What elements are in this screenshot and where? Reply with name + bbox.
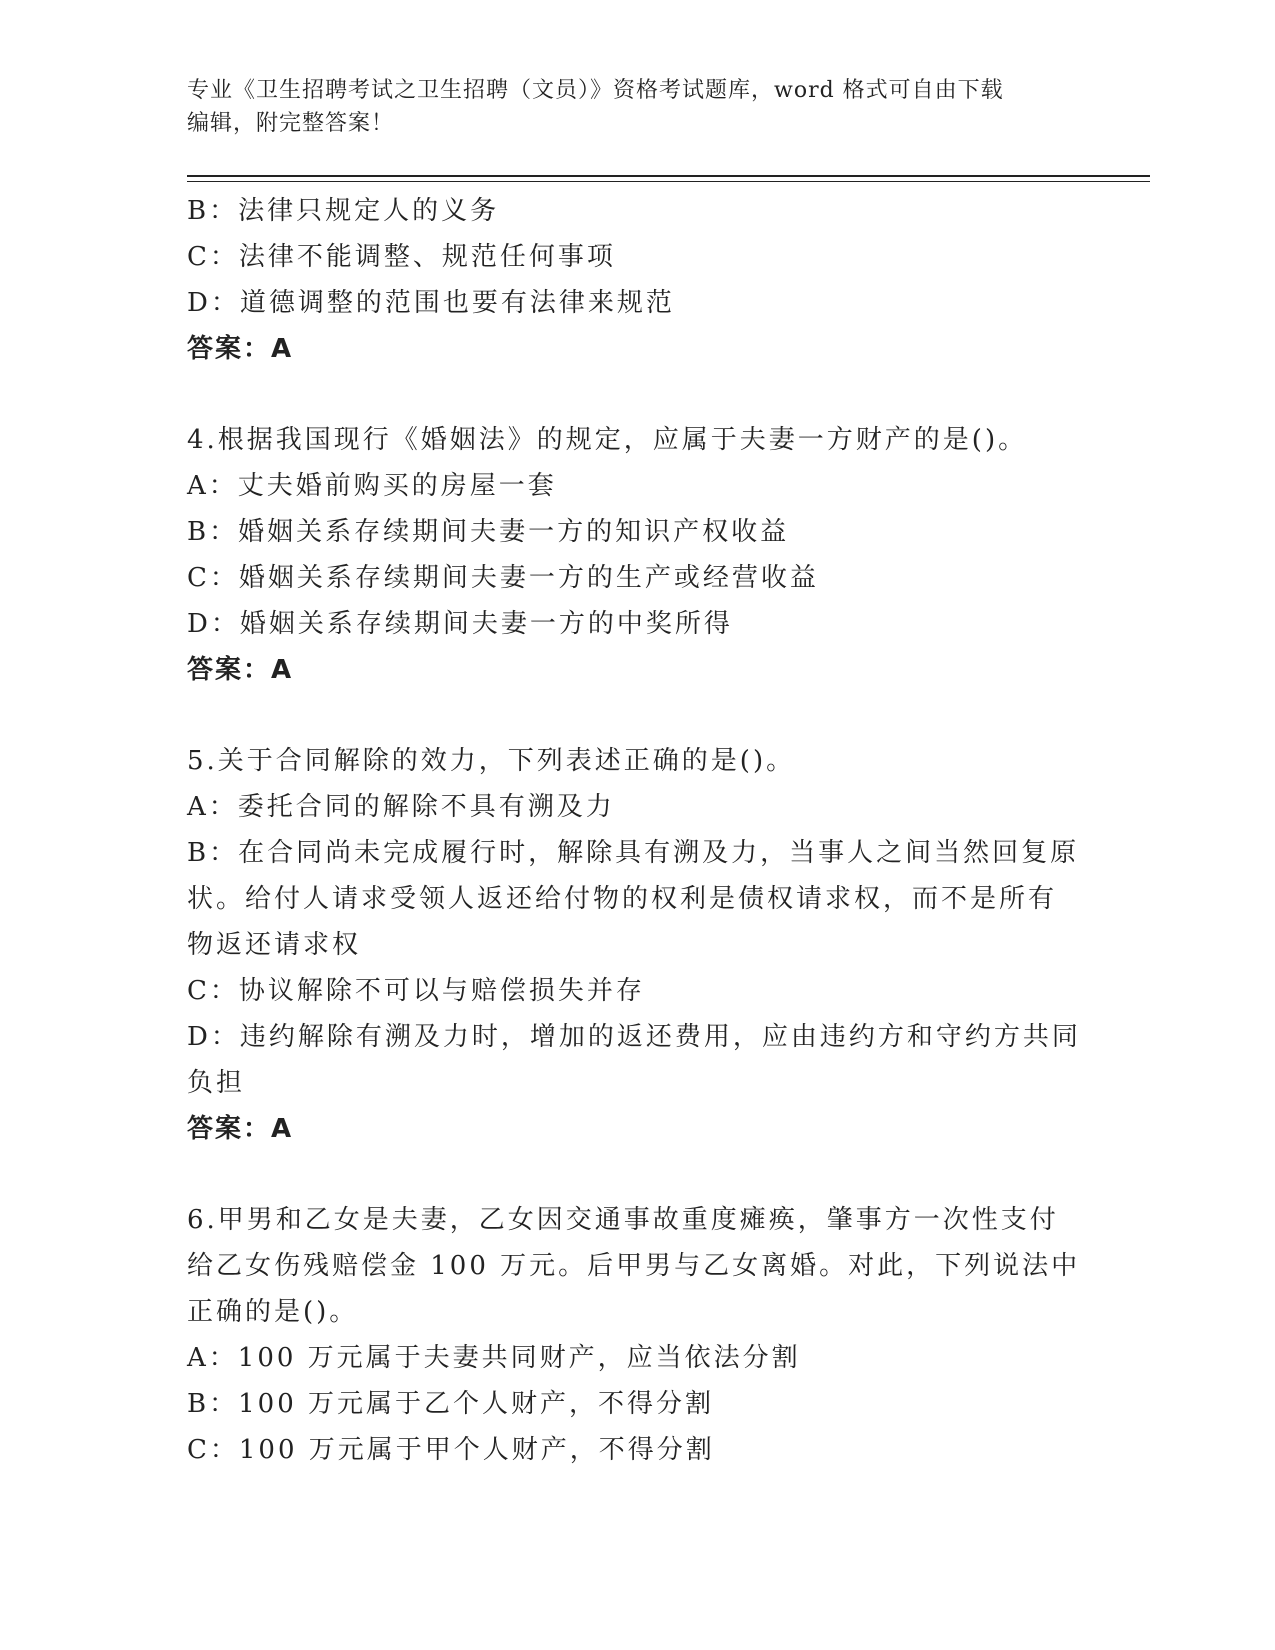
page-header [187,74,1067,140]
option-b-line-2: 状。给付人请求受领人返还给付物的权利是债权请求权，而不是所有 [187,884,1058,914]
question-4 [187,417,1087,693]
option-d: D：婚姻关系存续期间夫妻一方的中奖所得 [187,609,733,639]
question-6 [187,1197,1087,1473]
answer: 答案：A [187,1114,294,1144]
option-a: A：委托合同的解除不具有溯及力 [187,792,615,822]
question-3-continued [187,188,1087,372]
question-stem-line-2: 给乙女伤残赔偿金 100 万元。后甲男与乙女离婚。对此，下列说法中 [187,1251,1081,1281]
option-b: B：婚姻关系存续期间夫妻一方的知识产权收益 [187,517,790,547]
option-b-line-1: B：在合同尚未完成履行时，解除具有溯及力，当事人之间当然回复原 [187,838,1080,868]
question-stem-line-3: 正确的是()。 [187,1297,359,1327]
question-stem: 4.根据我国现行《婚姻法》的规定，应属于夫妻一方财产的是()。 [187,425,1028,455]
option-c: C：协议解除不可以与赔偿损失并存 [187,976,645,1006]
option-d-line-1: D：违约解除有溯及力时，增加的返还费用，应由违约方和守约方共同 [187,1022,1081,1052]
question-stem: 5.关于合同解除的效力，下列表述正确的是()。 [187,746,796,776]
option-d: D：道德调整的范围也要有法律来规范 [187,288,675,318]
spacer [187,693,1087,738]
option-c: C：100 万元属于甲个人财产，不得分割 [187,1435,715,1465]
question-stem-line-1: 6.甲男和乙女是夫妻，乙女因交通事故重度瘫痪，肇事方一次性支付 [187,1205,1059,1235]
header-line-2: 编辑，附完整答案！ [187,111,395,136]
header-line-1: 专业《卫生招聘考试之卫生招聘（文员）》资格考试题库，word 格式可自由下载 [187,78,1004,103]
option-a: A：丈夫婚前购买的房屋一套 [187,471,557,501]
header-rule-thick [187,175,1150,177]
option-c: C：婚姻关系存续期间夫妻一方的生产或经营收益 [187,563,819,593]
answer: 答案：A [187,655,294,685]
option-c: C：法律不能调整、规范任何事项 [187,242,616,272]
option-b: B：法律只规定人的义务 [187,196,500,226]
question-content [187,188,1087,1473]
question-5 [187,738,1087,1152]
spacer [187,372,1087,417]
option-a: A：100 万元属于夫妻共同财产，应当依法分割 [187,1343,801,1373]
answer: 答案：A [187,334,294,364]
option-b-line-3: 物返还请求权 [187,930,362,960]
header-rule-thin [187,181,1150,182]
option-d-line-2: 负担 [187,1068,246,1098]
option-b: B：100 万元属于乙个人财产，不得分割 [187,1389,714,1419]
spacer [187,1152,1087,1197]
